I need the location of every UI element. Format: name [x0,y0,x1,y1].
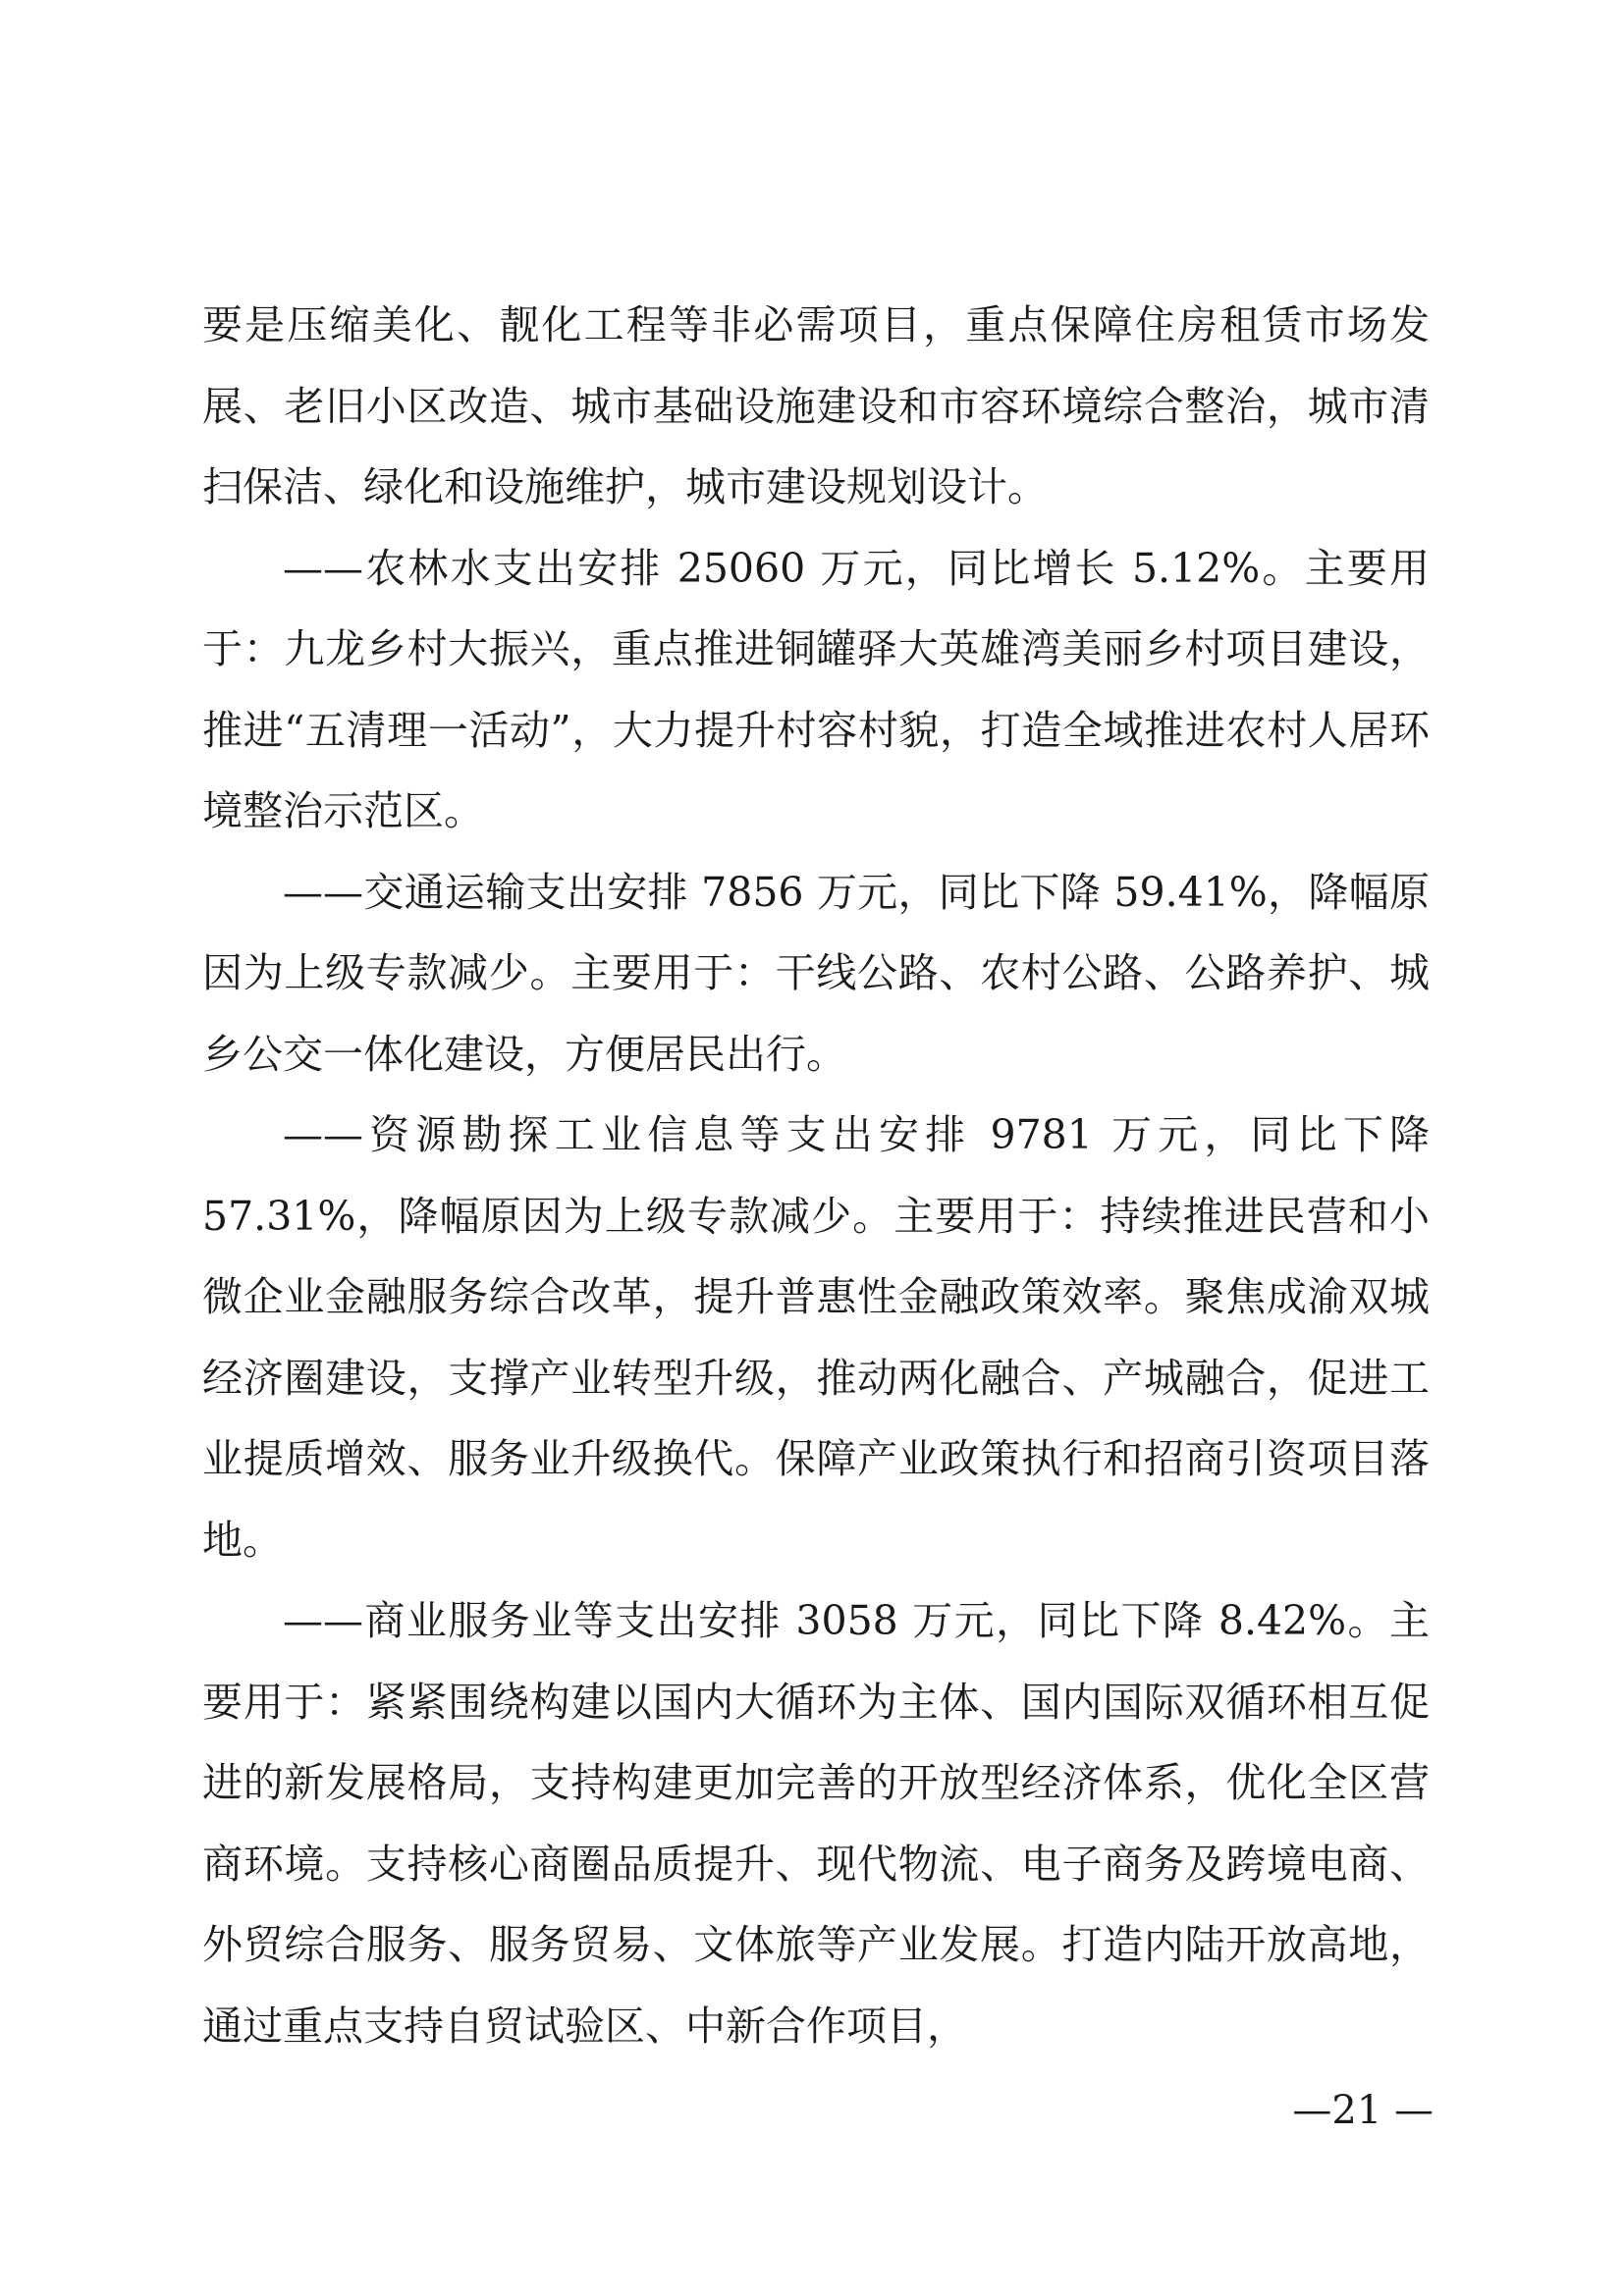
paragraph-commerce-services: ——商业服务业等支出安排 3058 万元，同比下降 8.42%。主要用于：紧紧围绕构建以国内大循环为主体、国内国际双循环相互促进的新发展格局，支持构建更加完善的开放型经济体系，优化全区营商环境。支持核心商圈品质提升、现代物流、电子商务及跨境电商、外贸综合服务、服务贸易、文体旅等产业发展。打造内陆开放高地，通过重点支持自贸试验区、中新合作项目， [202,1597,1430,2050]
paragraph-urban-construction-continued: 要是压缩美化、靓化工程等非必需项目，重点保障住房租赁市场发展、老旧小区改造、城市基础设施建设和市容环境综合整治，城市清扫保洁、绿化和设施维护，城市建设规划设计。 [202,301,1430,510]
paragraph-transportation: ——交通运输支出安排 7856 万元，同比下降 59.41%，降幅原因为上级专款减少。主要用于：干线公路、农村公路、公路养护、城乡公交一体化建设，方便居民出行。 [202,868,1430,1078]
page-number: —21 — [1292,2088,1434,2133]
paragraph-resource-industry-information: ——资源勘探工业信息等支出安排 9781 万元，同比下降 57.31%，降幅原因为上级专款减少。主要用于：持续推进民营和小微企业金融服务综合改革，提升普惠性金融政策效率。聚焦成渝双城经济圈建设，支撑产业转型升级，推动两化融合、产城融合，促进工业提质增效、服务业升级换代。保障产业政策执行和招商引资项目落地。 [202,1111,1430,1564]
body-text [202,285,1430,2066]
paragraph-agriculture-forestry-water: ——农林水支出安排 25060 万元，同比增长 5.12%。主要用于：九龙乡村大振兴，重点推进铜罐驿大英雄湾美丽乡村项目建设，推进“五清理一活动”，大力提升村容村貌，打造全域推进农村人居环境整治示范区。 [202,544,1430,834]
